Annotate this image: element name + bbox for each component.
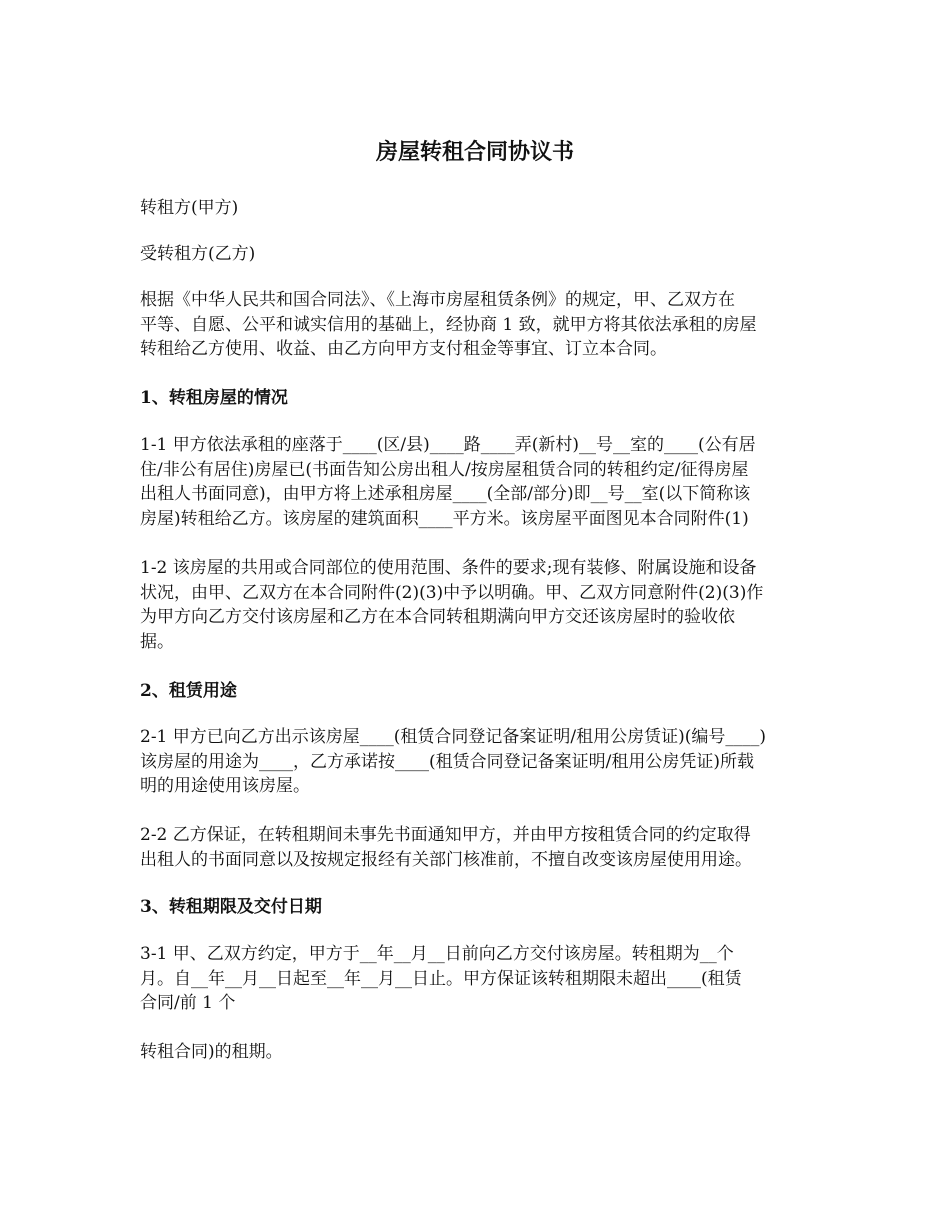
clause-3-1-continuation: 转租合同)的租期。 — [140, 1042, 283, 1062]
clause-line: 2-1 甲方已向乙方出示该房屋____(租赁合同登记备案证明/租用公房赁证)(编号____) — [140, 727, 767, 747]
clause-line: 该房屋的用途为____，乙方承诺按____(租赁合同登记备案证明/租用公房凭证)所载 — [140, 751, 754, 772]
clause-line: 1-2 该房屋的共用或合同部位的使用范围、条件的要求;现有装修、附属设施和设备 — [140, 558, 757, 578]
document-title: 房屋转租合同协议书 — [375, 139, 574, 165]
clause-line: 3-1 甲、乙双方约定，甲方于__年__月__日前向乙方交付该房屋。转租期为__个 — [140, 944, 734, 964]
preamble-line: 根据《中华人民共和国合同法》、《上海市房屋租赁条例》的规定，甲、乙双方在 — [140, 290, 735, 310]
clause-line: 明的用途使用该房屋。 — [140, 776, 310, 796]
clause-line: 合同/前 1 个 — [140, 993, 236, 1013]
clause-line: 据。 — [140, 631, 174, 652]
clause-line: 出租人的书面同意以及按规定报经有关部门核准前，不擅自改变该房屋使用用途。 — [140, 849, 752, 870]
preamble-paragraph — [140, 288, 820, 362]
clause-line: 房屋)转租给乙方。该房屋的建筑面积____平方米。该房屋平面图见本合同附件(1) — [140, 508, 749, 529]
section-2-heading: 2、租赁用途 — [140, 681, 237, 701]
clause-3-1 — [140, 942, 820, 1016]
clause-1-1 — [140, 433, 820, 531]
clause-1-2 — [140, 556, 820, 654]
preamble-line: 转租给乙方使用、收益、由乙方向甲方支付租金等事宜、订立本合同。 — [140, 339, 667, 359]
clause-line: 出租人书面同意)，由甲方将上述承租房屋____(全部/部分)即__号__室(以下简称该 — [140, 484, 751, 504]
clause-2-2 — [140, 823, 820, 872]
clause-line: 月。自__年__月__日起至__年__月__日止。甲方保证该转租期限未超出____(租赁 — [140, 968, 742, 989]
section-1-heading: 1、转租房屋的情况 — [140, 388, 288, 408]
clause-2-1 — [140, 725, 820, 799]
clause-line: 2-2 乙方保证，在转租期间未事先书面通知甲方，并由甲方按租赁合同的约定取得 — [140, 825, 751, 845]
party-b-label: 受转租方(乙方) — [140, 244, 256, 264]
preamble-line: 平等、自愿、公平和诚实信用的基础上，经协商 1 致，就甲方将其依法承租的房屋 — [140, 314, 757, 335]
clause-line: 状况，由甲、乙双方在本合同附件(2)(3)中予以明确。甲、乙双方同意附件(2)(3)作 — [140, 582, 764, 603]
section-3-heading: 3、转租期限及交付日期 — [140, 897, 322, 917]
party-a-label: 转租方(甲方) — [140, 198, 239, 218]
clause-line: 1-1 甲方依法承租的座落于____(区/县)____路____弄(新村)__号__室的____(公有居 — [140, 435, 756, 455]
clause-line: 为甲方向乙方交付该房屋和乙方在本合同转租期满向甲方交还该房屋时的验收依 — [140, 607, 735, 627]
clause-line: 住/非公有居住)房屋已(书面告知公房出租人/按房屋租赁合同的转租约定/征得房屋 — [140, 459, 749, 480]
